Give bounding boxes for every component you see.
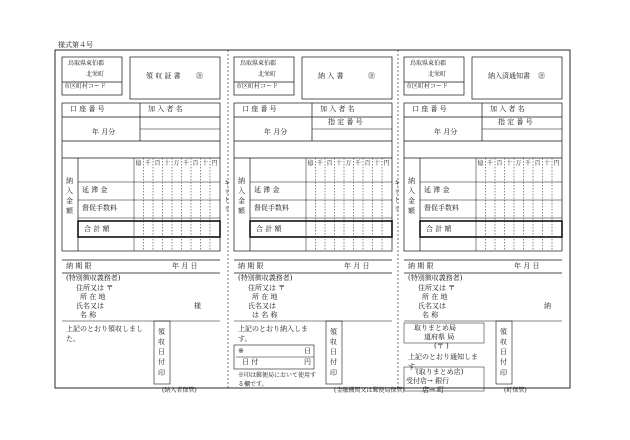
name-sub-label: 名 称: [422, 311, 439, 319]
total-amount-label: 合 計 額: [84, 225, 110, 233]
subscriber-name-label: 加 入 者 名: [148, 105, 183, 113]
municipality-code-label: 市区町村コード: [64, 83, 107, 90]
postal-label: (〒 ): [434, 342, 449, 350]
name-sub-label: は 名 称: [252, 311, 278, 319]
notice-circle-mark: ㊟: [538, 72, 545, 80]
keeper-note: (金融機関又は郵便局保管): [334, 387, 405, 394]
digit-unit-label: 十: [374, 160, 381, 167]
subscriber-name-label: 加 入 者 名: [490, 105, 525, 113]
document-title: 納 入 書: [318, 72, 344, 80]
document-title: 納入済通知書: [488, 72, 530, 80]
asterisk-label: ※: [238, 347, 244, 355]
branch-label: 店→ 町: [422, 386, 445, 394]
town-label: 北栄町: [258, 71, 277, 78]
digit-unit-label: 円: [383, 160, 390, 167]
designated-number-label: 指 定 番 号: [498, 118, 533, 126]
due-date-value: 年 月 日: [514, 262, 540, 270]
digit-unit-label: 万: [345, 160, 352, 167]
digit-unit-label: 百: [534, 160, 541, 167]
digit-unit-label: 十: [506, 160, 513, 167]
keeper-note: (町保管): [504, 387, 527, 394]
payment-note: 上記のとおり納入します。: [238, 325, 308, 343]
prefecture-label: 鳥取県東伯郡: [410, 60, 447, 67]
digit-unit-label: 千: [317, 160, 324, 167]
town-label: 北栄町: [428, 71, 447, 78]
address-sub-label: 所 在 地: [252, 293, 278, 301]
account-number-label: 口 座 番 号: [412, 105, 447, 113]
due-date-label: 納 期 限: [238, 262, 264, 270]
prefecture-office-label: 道府県 局: [424, 333, 455, 341]
municipality-code-label: 市区町村コード: [236, 83, 279, 90]
account-number-label: 口 座 番 号: [70, 105, 105, 113]
perforation-mark: キリトリ: [224, 180, 231, 214]
digit-unit-label: 千: [183, 160, 190, 167]
digit-unit-label: 億: [477, 160, 484, 167]
designated-number-label: 指 定 番 号: [328, 118, 363, 126]
due-date-value: 年 月 日: [344, 262, 370, 270]
town-label: 北栄町: [86, 71, 105, 78]
usage-note: ※印は郵便局において使用する欄です。: [238, 372, 317, 388]
receipt-note: 上記のとおり領収しました。: [66, 325, 143, 343]
digit-unit-label: 万: [515, 160, 522, 167]
address-label: 住所又は 〒: [418, 284, 456, 292]
honorific-label: 様: [194, 302, 201, 310]
document-title: 領 収 証 書: [146, 72, 181, 80]
keeper-note: (納入者保管): [162, 387, 197, 394]
address-label: 住所又は 〒: [248, 284, 286, 292]
reminder-fee-label: 督促手数料: [254, 204, 289, 212]
account-number-label: 口 座 番 号: [242, 105, 277, 113]
frame-rect: [302, 57, 392, 99]
payer-heading: (特別徴収義務者): [408, 274, 463, 282]
municipality-code-label: 市区町村コード: [406, 83, 449, 90]
amount-label: 納入金額: [408, 177, 415, 216]
address-label: 住所又は 〒: [76, 284, 114, 292]
amount-label: 納入金額: [238, 177, 245, 216]
name-label: 氏名又は: [248, 302, 276, 310]
receipt-stamp-label: 領収日付印: [158, 328, 165, 377]
name-label: 氏名又は: [76, 302, 104, 310]
collecting-office-label: 取りまとめ局: [414, 324, 456, 332]
prefecture-label: 鳥取県東伯郡: [240, 60, 277, 67]
notice-circle-mark: ㊟: [196, 72, 203, 80]
notice-note: 上記のとおり通知します。: [408, 353, 478, 371]
digit-unit-label: 億: [307, 160, 314, 167]
month-label: 年 月分: [264, 128, 288, 136]
address-sub-label: 所 在 地: [422, 293, 448, 301]
digit-unit-label: 円: [553, 160, 560, 167]
digit-unit-label: 十: [336, 160, 343, 167]
receiving-bank-label: 受付店→ 銀行: [406, 377, 450, 385]
total-amount-label: 合 計 額: [426, 225, 452, 233]
name-sub-label: 名 称: [80, 311, 97, 319]
payer-heading: (特別徴収義務者): [66, 274, 121, 282]
receipt-stamp-label: 領収日付印: [500, 328, 507, 377]
total-amount-label: 合 計 額: [256, 225, 282, 233]
payer-heading: (特別徴収義務者): [238, 274, 293, 282]
digit-unit-label: 百: [496, 160, 503, 167]
receipt-stamp-label: 領収日付印: [330, 328, 337, 377]
collecting-bank-label: (取りまとめ店): [416, 368, 464, 376]
digit-unit-label: 十: [164, 160, 171, 167]
reminder-fee-label: 督促手数料: [82, 204, 117, 212]
address-sub-label: 所 在 地: [80, 293, 106, 301]
prefecture-label: 鳥取県東伯郡: [68, 60, 105, 67]
subscriber-name-label: 加 入 者 名: [320, 105, 355, 113]
digit-unit-label: 千: [145, 160, 152, 167]
due-date-label: 納 期 限: [66, 262, 92, 270]
digit-unit-label: 十: [202, 160, 209, 167]
amount-label: 納入金額: [66, 177, 73, 216]
due-date-value: 年 月 日: [172, 262, 198, 270]
month-label: 年 月分: [434, 128, 458, 136]
late-fee-label: 延 滞 金: [424, 186, 450, 194]
perforation-mark: キリトリ: [394, 180, 401, 214]
digit-unit-label: 千: [487, 160, 494, 167]
digit-unit-label: 百: [192, 160, 199, 167]
digit-unit-label: 百: [364, 160, 371, 167]
yen-label: 円: [304, 358, 311, 366]
digit-unit-label: 百: [326, 160, 333, 167]
digit-unit-label: 円: [211, 160, 218, 167]
name-label: 氏名又は: [418, 302, 446, 310]
late-fee-label: 延 滞 金: [82, 186, 108, 194]
nou-label: 納: [544, 302, 551, 310]
reminder-fee-label: 督促手数料: [424, 204, 459, 212]
notice-circle-mark: ㊟: [368, 72, 375, 80]
digit-unit-label: 千: [355, 160, 362, 167]
digit-unit-label: 億: [135, 160, 142, 167]
date-label: 日 付: [242, 358, 259, 366]
day-label: 日: [304, 347, 311, 355]
due-date-label: 納 期 限: [408, 262, 434, 270]
digit-unit-label: 千: [525, 160, 532, 167]
digit-unit-label: 百: [154, 160, 161, 167]
digit-unit-label: 万: [173, 160, 180, 167]
month-label: 年 月分: [92, 128, 116, 136]
digit-unit-label: 十: [544, 160, 551, 167]
late-fee-label: 延 滞 金: [254, 186, 280, 194]
form-number: 様式第４号: [58, 41, 93, 49]
